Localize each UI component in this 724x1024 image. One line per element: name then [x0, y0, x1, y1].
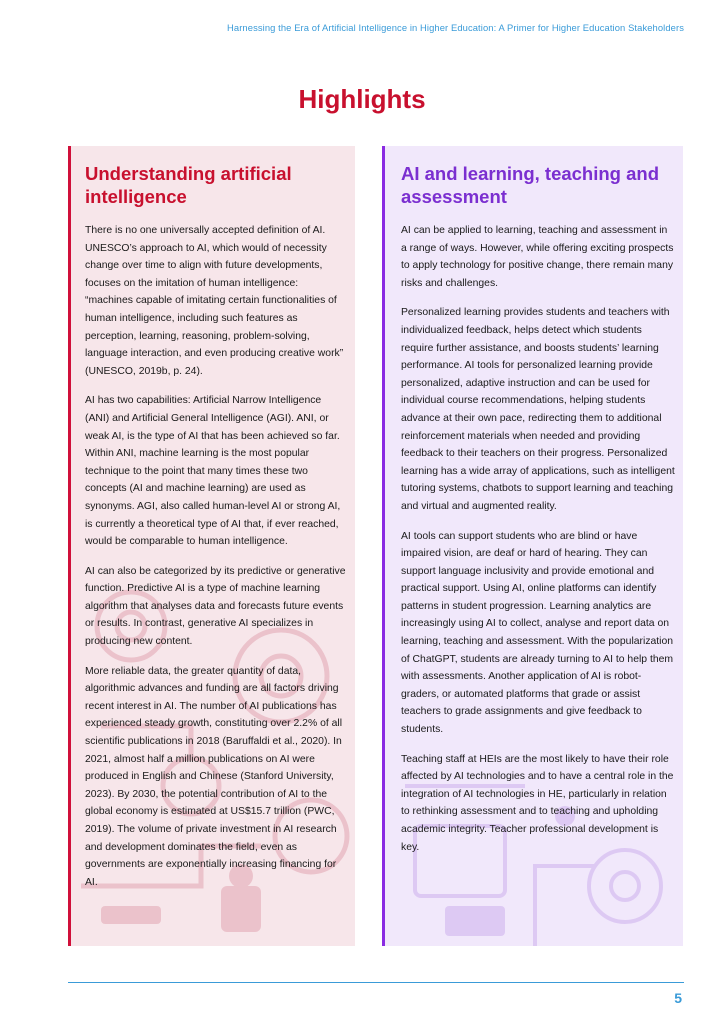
- panel-understanding-ai: [68, 146, 355, 946]
- paragraph-ai-applications: AI can be applied to learning, teaching and assessment in a range of ways. However, while offering exciting prospects to apply technology for positive change, there remain many risks and challenges.: [401, 225, 674, 289]
- panel-ai-learning: [382, 146, 683, 946]
- paragraph-ai-definition: There is no one universally accepted definition of AI. UNESCO’s approach to AI, which would of necessity change over time to align with future developments, focuses on the imitation of human intelligence: “machines capable of imitating certain functionalities of human intelligence, including such features as perception, learning, reasoning, problem-solving, language interaction, and even producing creative work” (UNESCO, 2019b, p. 24).: [85, 225, 344, 377]
- paragraph-ai-growth: More reliable data, the greater quantity of data, algorithmic advances and funding are all factors driving recent interest in AI. The number of AI publications has experienced steady growth, constituting over 2.2% of all scientific publications in 2018 (Baruffaldi et al., 2020). In 2021, almost half a million publications on AI were produced in English and Chinese (Stanford University, 2023). By 2030, the potential contribution of AI to the global economy is estimated at US$15.7 trillion (PWC, 2019). The volume of private investment in AI research and development dominates the field, even as governments are exponentially increasing financing for AI.: [85, 665, 343, 888]
- paragraph-teaching-staff: Teaching staff at HEIs are the most likely to have their role affected by AI technologies and to have a central role in the integration of AI technologies in HE, particularly in relation to rethinking assessment and to teaching and upholding academic integrity. Teacher professional development is key.: [401, 753, 674, 853]
- paragraph-ai-accessibility: AI tools can support students who are blind or have impaired vision, are deaf or hard of hearing. They can support language inclusivity and provide emotional and practical support. Using AI, online platforms can identify patterns in student progression. Learning analytics are increasingly using AI to collect, analyse and report data on learning, teaching and assessment. With the popularization of ChatGPT, students are already turning to AI to help them with assessments. Another application of AI is robot-graders, or automated platforms that grade or assist teachers to grade assignments and give feedback to students.: [401, 530, 674, 736]
- footer-divider: [68, 982, 684, 983]
- section-heading-ai-learning: AI and learning, teaching and assessment: [401, 163, 660, 207]
- section-heading-understanding-ai: Understanding artificial intelligence: [85, 163, 292, 207]
- paragraph-ai-capabilities: AI has two capabilities: Artificial Narrow Intelligence (ANI) and Artificial General Intelligence (AGI). ANI, or weak AI, is the type of AI that has been achieved so far. Within ANI, machine learning is the most popular technique to the point that many times these two concepts (AI and machine learning) are used as synonyms. AGI, also called human-level AI or strong AI, is currently a theoretical type of AI that, if ever reached, would be comparable to human intelligence.: [85, 395, 341, 548]
- paragraph-ai-predictive-generative: AI can also be categorized by its predictive or generative function. Predictive AI is a type of machine learning algorithm that analyses data and forecasts future events or results. In contrast, generative AI specializes in producing new content.: [85, 565, 346, 648]
- paragraph-personalized-learning: Personalized learning provides students and teachers with individualized feedback, helps detect which students require further assistance, and boosts students’ learning performance. AI tools for personalized learning provide personalized, adaptive instruction and can be used for individual course recommendations, helping students advance at their own pace, redirecting them to additional reinforcement materials when needed and providing feedback to their teachers on their progress. Personalized learning has a wide array of applications, such as intelligent tutoring systems, chatbots to support learning and teaching and virtual and augmented reality.: [401, 307, 675, 512]
- running-header: Harnessing the Era of Artificial Intelligence in Higher Education: A Primer for Higher Education Stakeholders: [227, 22, 684, 33]
- page-title: Highlights: [298, 84, 426, 114]
- page-number: 5: [674, 990, 682, 1006]
